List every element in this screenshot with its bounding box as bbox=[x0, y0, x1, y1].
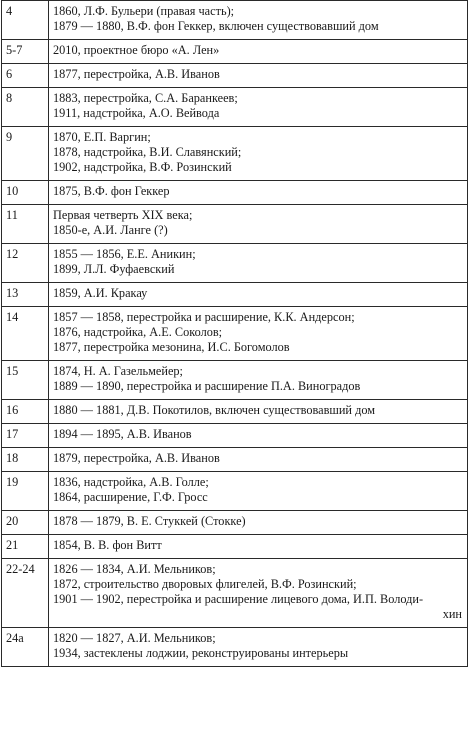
history-line: 1880 — 1881, Д.В. Покотилов, включен существовавший дом bbox=[53, 403, 376, 417]
construction-history-cell bbox=[49, 127, 468, 181]
history-line: хин bbox=[442, 607, 462, 621]
house-number-cell: 24а bbox=[2, 628, 49, 667]
construction-history-cell bbox=[49, 1, 468, 40]
history-line: 1860, Л.Ф. Бульери (правая часть); bbox=[53, 4, 235, 18]
history-line: 1879, перестройка, А.В. Иванов bbox=[53, 451, 220, 465]
table-row bbox=[2, 361, 468, 400]
history-line: 1894 — 1895, А.В. Иванов bbox=[53, 427, 192, 441]
house-number-cell: 17 bbox=[2, 424, 49, 448]
table-row bbox=[2, 535, 468, 559]
history-line: 1877, перестройка, А.В. Иванов bbox=[53, 67, 220, 81]
history-line: 1911, надстройка, А.О. Вейвода bbox=[53, 106, 220, 120]
history-line: 1857 — 1858, перестройка и расширение, К.К. Андерсон; bbox=[53, 310, 355, 324]
construction-history-cell bbox=[49, 535, 468, 559]
construction-history-cell bbox=[49, 472, 468, 511]
history-line: 1889 — 1890, перестройка и расширение П.А. Виноградов bbox=[53, 379, 361, 393]
table-body bbox=[2, 1, 468, 667]
table-row bbox=[2, 181, 468, 205]
buildings-table bbox=[1, 0, 468, 667]
history-line: 1870, Е.П. Варгин; bbox=[53, 130, 151, 144]
house-number-cell: 6 bbox=[2, 64, 49, 88]
history-line: 1878, надстройка, В.И. Славянский; bbox=[53, 145, 242, 159]
history-line: 1872, строительство дворовых флигелей, В.Ф. Розинский; bbox=[53, 577, 357, 591]
house-number-cell: 22-24 bbox=[2, 559, 49, 628]
history-line: 1934, застеклены лоджии, реконструированы интерьеры bbox=[53, 646, 349, 660]
table-row bbox=[2, 400, 468, 424]
construction-history-cell bbox=[49, 205, 468, 244]
table-row bbox=[2, 205, 468, 244]
house-number-cell: 21 bbox=[2, 535, 49, 559]
construction-history-cell bbox=[49, 628, 468, 667]
construction-history-cell bbox=[49, 307, 468, 361]
history-line: 1864, расширение, Г.Ф. Гросс bbox=[53, 490, 208, 504]
table-row bbox=[2, 1, 468, 40]
house-number-cell: 20 bbox=[2, 511, 49, 535]
house-number-cell: 14 bbox=[2, 307, 49, 361]
construction-history-cell bbox=[49, 361, 468, 400]
construction-history-cell bbox=[49, 511, 468, 535]
history-line: 1859, А.И. Кракау bbox=[53, 286, 148, 300]
table-row bbox=[2, 88, 468, 127]
construction-history-cell bbox=[49, 424, 468, 448]
construction-history-cell bbox=[49, 181, 468, 205]
house-number-cell: 12 bbox=[2, 244, 49, 283]
history-line: 1855 — 1856, Е.Е. Аникин; bbox=[53, 247, 196, 261]
table-row bbox=[2, 511, 468, 535]
table-row bbox=[2, 472, 468, 511]
table-row bbox=[2, 448, 468, 472]
house-number-cell: 13 bbox=[2, 283, 49, 307]
history-line: 1836, надстройка, А.В. Голле; bbox=[53, 475, 209, 489]
history-line: 1902, надстройка, В.Ф. Розинский bbox=[53, 160, 232, 174]
construction-history-cell bbox=[49, 40, 468, 64]
history-line: 1878 — 1879, В. Е. Стуккей (Стокке) bbox=[53, 514, 246, 528]
construction-history-cell bbox=[49, 88, 468, 127]
table-row bbox=[2, 40, 468, 64]
history-line: 2010, проектное бюро «А. Лен» bbox=[53, 43, 220, 57]
house-number-cell: 8 bbox=[2, 88, 49, 127]
construction-history-cell bbox=[49, 64, 468, 88]
history-line: 1874, Н. А. Газельмейер; bbox=[53, 364, 183, 378]
construction-history-cell bbox=[49, 448, 468, 472]
history-line: 1879 — 1880, В.Ф. фон Геккер, включен существовавший дом bbox=[53, 19, 379, 33]
house-number-cell: 11 bbox=[2, 205, 49, 244]
construction-history-cell bbox=[49, 244, 468, 283]
table-row bbox=[2, 244, 468, 283]
house-number-cell: 18 bbox=[2, 448, 49, 472]
history-line: 1901 — 1902, перестройка и расширение лицевого дома, И.П. Володи- bbox=[53, 592, 424, 606]
history-line: 1876, надстройка, А.Е. Соколов; bbox=[53, 325, 223, 339]
house-number-cell: 16 bbox=[2, 400, 49, 424]
construction-history-cell bbox=[49, 559, 468, 628]
house-number-cell: 9 bbox=[2, 127, 49, 181]
house-number-cell: 5-7 bbox=[2, 40, 49, 64]
history-line: 1850-е, А.И. Ланге (?) bbox=[53, 223, 168, 237]
house-number-cell: 19 bbox=[2, 472, 49, 511]
table-row bbox=[2, 424, 468, 448]
history-line: 1877, перестройка мезонина, И.С. Богомолов bbox=[53, 340, 290, 354]
history-line: 1899, Л.Л. Фуфаевский bbox=[53, 262, 175, 276]
table-row bbox=[2, 307, 468, 361]
table-row bbox=[2, 127, 468, 181]
history-line: Первая четверть XIX века; bbox=[53, 208, 193, 222]
history-line: 1820 — 1827, А.И. Мельников; bbox=[53, 631, 216, 645]
house-number-cell: 15 bbox=[2, 361, 49, 400]
construction-history-cell bbox=[49, 400, 468, 424]
history-line: 1826 — 1834, А.И. Мельников; bbox=[53, 562, 216, 576]
construction-history-cell bbox=[49, 283, 468, 307]
table-row bbox=[2, 628, 468, 667]
history-line: 1883, перестройка, С.А. Баранкеев; bbox=[53, 91, 238, 105]
table-row bbox=[2, 64, 468, 88]
history-line: 1875, В.Ф. фон Геккер bbox=[53, 184, 170, 198]
house-number-cell: 10 bbox=[2, 181, 49, 205]
house-number-cell: 4 bbox=[2, 1, 49, 40]
table-row bbox=[2, 283, 468, 307]
history-line: 1854, В. В. фон Витт bbox=[53, 538, 162, 552]
table-row bbox=[2, 559, 468, 628]
